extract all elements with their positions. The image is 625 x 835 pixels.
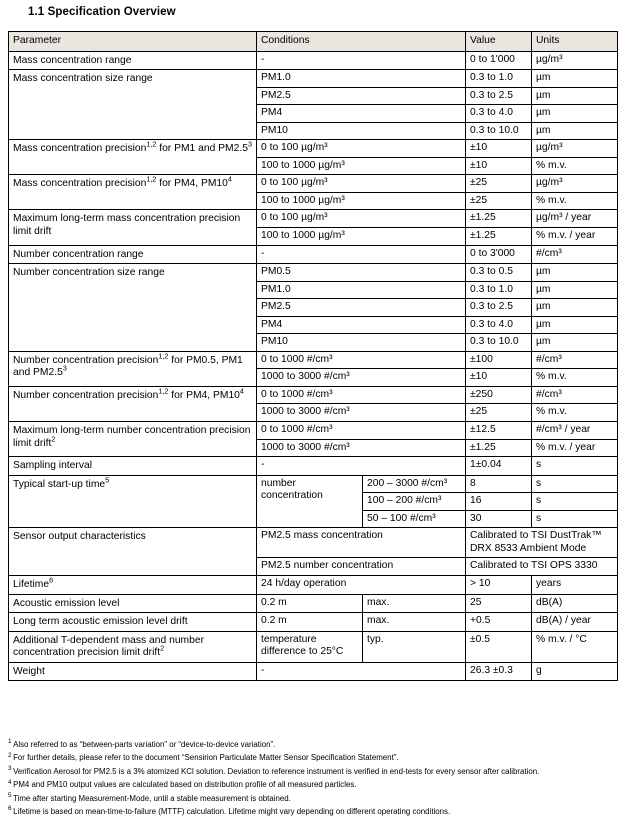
footnote-ref: 3 (247, 139, 252, 149)
cell-units: dB(A) (532, 594, 618, 613)
cell-conditions: 0 to 100 µg/m³ (257, 175, 466, 193)
cell-value: 0.3 to 2.5 (466, 299, 532, 317)
cell-conditions: 0 to 1000 #/cm³ (257, 422, 466, 440)
cell-parameter: Typical start-up time$^5$ (9, 475, 257, 528)
cell-condition-sub: max. (363, 594, 466, 613)
footnote-number: 4 (8, 778, 12, 786)
footnotes-list (8, 738, 617, 821)
table-row (9, 386, 618, 404)
cell-value: 0 to 1'000 (466, 51, 532, 70)
cell-conditions: 1000 to 3000 #/cm³ (257, 369, 466, 387)
cell-units: µm (532, 334, 618, 352)
table-row (9, 594, 618, 613)
cell-condition-sub: typ. (363, 631, 466, 662)
cell-value: 0.3 to 2.5 (466, 87, 532, 105)
cell-units: µm (532, 281, 618, 299)
footnote-ref: 2 (51, 434, 56, 444)
footnote-text: Time after starting Measurement-Mode, until a stable measurement is obtained. (13, 793, 291, 803)
cell-conditions: PM2.5 mass concentration (257, 528, 466, 558)
cell-units: µm (532, 316, 618, 334)
cell-units: #/cm³ (532, 351, 618, 369)
cell-parameter: Long term acoustic emission level drift (9, 613, 257, 632)
cell-units: µm (532, 122, 618, 140)
cell-units: µm (532, 264, 618, 282)
footnote-ref: 3 (62, 363, 67, 373)
cell-value: ±12.5 (466, 422, 532, 440)
cell-parameter: Mass concentration precision$^{1,2}$ for PM1 and $PM2.5^3$ (9, 140, 257, 175)
cell-parameter: Number concentration size range (9, 264, 257, 352)
cell-conditions: temperature difference to 25°C (257, 631, 363, 662)
column-header-conditions: Conditions (257, 32, 466, 52)
cell-conditions: - (257, 51, 466, 70)
cell-units: % m.v. / year (532, 439, 618, 457)
cell-value: 0.3 to 0.5 (466, 264, 532, 282)
table-row (9, 264, 618, 282)
footnote-ref: 5 (105, 475, 110, 485)
cell-conditions: - (257, 457, 466, 476)
cell-units: % m.v. (532, 157, 618, 175)
cell-conditions: PM1.0 (257, 281, 466, 299)
cell-conditions: 1000 to 3000 #/cm³ (257, 404, 466, 422)
footnote-ref: 1,2 (146, 174, 157, 184)
table-row (9, 175, 618, 193)
footnote-ref: 4 (239, 386, 244, 396)
cell-conditions: PM4 (257, 105, 466, 123)
cell-conditions: 0 to 100 µg/m³ (257, 140, 466, 158)
cell-condition-sub: max. (363, 613, 466, 632)
cell-conditions: 24 h/day operation (257, 575, 466, 594)
table-row (9, 575, 618, 594)
cell-parameter: Mass concentration precision$^{1,2}$ for PM4, $PM10^4$ (9, 175, 257, 210)
cell-value: 16 (466, 493, 532, 511)
cell-parameter: Weight (9, 662, 257, 681)
cell-conditions: PM1.0 (257, 70, 466, 88)
table-row (9, 613, 618, 632)
cell-value: 0.3 to 10.0 (466, 334, 532, 352)
cell-conditions: PM4 (257, 316, 466, 334)
column-header-value: Value (466, 32, 532, 52)
cell-conditions: number concentration (257, 475, 363, 528)
footnote-number: 5 (8, 791, 12, 799)
cell-value: ±100 (466, 351, 532, 369)
cell-value: 1±0.04 (466, 457, 532, 476)
footnote-item (8, 791, 617, 803)
column-header-units: Units (532, 32, 618, 52)
footnote-ref: 6 (49, 575, 54, 585)
cell-conditions: PM2.5 (257, 87, 466, 105)
cell-value: ±1.25 (466, 210, 532, 228)
cell-value: ±10 (466, 157, 532, 175)
cell-conditions: 0.2 m (257, 594, 363, 613)
table-row (9, 422, 618, 440)
cell-conditions: PM10 (257, 334, 466, 352)
cell-units: s (532, 510, 618, 528)
page-title: 1.1 Specification Overview (28, 6, 176, 18)
footnote-number: 2 (8, 751, 12, 759)
cell-units: µg/m³ (532, 175, 618, 193)
footnote-text: Also referred to as “between-parts variation” or “device-to-device variation”. (13, 740, 276, 749)
footnote-text: PM4 and PM10 output values are calculated based on distribution profile of all measured particles. (13, 780, 357, 790)
cell-value: 25 (466, 594, 532, 613)
cell-value: ±25 (466, 192, 532, 210)
table-row (9, 528, 618, 558)
cell-value: ±0.5 (466, 631, 532, 662)
cell-units: µm (532, 299, 618, 317)
table-row (9, 457, 618, 476)
cell-value: ±250 (466, 386, 532, 404)
cell-conditions: - (257, 662, 466, 681)
cell-units: % m.v. (532, 404, 618, 422)
specification-table (8, 31, 618, 681)
cell-value: 0 to 3'000 (466, 245, 532, 264)
table-header (9, 32, 618, 52)
table-row (9, 51, 618, 70)
table-row (9, 475, 618, 493)
table-row (9, 140, 618, 158)
cell-value: ±10 (466, 140, 532, 158)
footnote-ref: 1,2 (158, 386, 169, 396)
cell-units: µm (532, 105, 618, 123)
cell-units: s (532, 475, 618, 493)
table-row (9, 662, 618, 681)
cell-value: ±25 (466, 175, 532, 193)
cell-units: % m.v. / °C (532, 631, 618, 662)
cell-units: dB(A) / year (532, 613, 618, 632)
footnote-number: 6 (8, 805, 12, 813)
cell-conditions: 1000 to 3000 #/cm³ (257, 439, 466, 457)
cell-units: % m.v. (532, 369, 618, 387)
cell-parameter: Sampling interval (9, 457, 257, 476)
footnote-number: 1 (8, 738, 12, 746)
cell-parameter: Number concentration precision$^{1,2}$ for PM4, $PM10^4$ (9, 386, 257, 421)
cell-value: 8 (466, 475, 532, 493)
table-row (9, 70, 618, 88)
table-row (9, 245, 618, 264)
cell-conditions: 100 to 1000 µg/m³ (257, 228, 466, 246)
cell-units: % m.v. (532, 192, 618, 210)
cell-conditions: PM2.5 (257, 299, 466, 317)
footnote-item (8, 778, 617, 790)
footnote-text: Verification Aerosol for PM2.5 is a 3% atomized KCl solution. Deviation to reference instrument is verified in end-tests for every sensor after calibration. (13, 766, 540, 776)
footnote-item (8, 751, 617, 763)
footnote-item (8, 738, 617, 749)
cell-value: ±10 (466, 369, 532, 387)
column-header-parameter: Parameter (9, 32, 257, 52)
cell-parameter: Maximum long-term mass concentration precision limit drift (9, 210, 257, 245)
footnote-item (8, 765, 617, 776)
cell-parameter: Mass concentration size range (9, 70, 257, 140)
cell-parameter: Number concentration range (9, 245, 257, 264)
cell-conditions: 0 to 100 µg/m³ (257, 210, 466, 228)
cell-conditions: 0 to 1000 #/cm³ (257, 351, 466, 369)
cell-units: #/cm³ (532, 245, 618, 264)
cell-conditions: PM2.5 number concentration (257, 558, 466, 576)
cell-parameter: Additional T-dependent mass and number concentration precision limit drift$^2$ (9, 631, 257, 662)
cell-units: s (532, 493, 618, 511)
cell-value: 0.3 to 1.0 (466, 70, 532, 88)
cell-value: 0.3 to 4.0 (466, 105, 532, 123)
cell-condition-sub: 50 – 100 #/cm³ (363, 510, 466, 528)
footnote-number: 3 (8, 765, 12, 773)
footnote-ref: 1,2 (158, 351, 169, 361)
cell-parameter: Number concentration precision$^{1,2}$ for PM0.5, PM1 and $PM2.5^3$ (9, 351, 257, 386)
table-row (9, 631, 618, 662)
cell-value: 0.3 to 4.0 (466, 316, 532, 334)
cell-units: #/cm³ / year (532, 422, 618, 440)
cell-units: µg/m³ (532, 51, 618, 70)
cell-value: 30 (466, 510, 532, 528)
table-row (9, 351, 618, 369)
table-header-row (9, 32, 618, 52)
cell-value: > 10 (466, 575, 532, 594)
cell-value: 26.3 ±0.3 (466, 662, 532, 681)
footnote-text: For further details, please refer to the document “Sensirion Particulate Matter Sensor Specification Statement”. (13, 753, 399, 763)
cell-parameter: Lifetime$^6$ (9, 575, 257, 594)
cell-conditions: 100 to 1000 µg/m³ (257, 157, 466, 175)
cell-value: ±1.25 (466, 228, 532, 246)
table-row (9, 210, 618, 228)
cell-units: µg/m³ (532, 140, 618, 158)
cell-units: µg/m³ / year (532, 210, 618, 228)
footnote-item (8, 805, 617, 816)
cell-units: µm (532, 87, 618, 105)
cell-value: Calibrated to TSI OPS 3330 (466, 558, 618, 576)
cell-parameter: Sensor output characteristics (9, 528, 257, 576)
cell-value: 0.3 to 1.0 (466, 281, 532, 299)
cell-conditions: - (257, 245, 466, 264)
cell-parameter: Acoustic emission level (9, 594, 257, 613)
cell-value: Calibrated to TSI DustTrak™ DRX 8533 Ambient Mode (466, 528, 618, 558)
footnote-ref: 1,2 (146, 139, 157, 149)
cell-value: +0.5 (466, 613, 532, 632)
footnote-text: Lifetime is based on mean-time-to-failure (MTTF) calculation. Lifetime might vary depending on different operating conditions. (13, 806, 451, 816)
cell-conditions: 0.2 m (257, 613, 363, 632)
cell-units: % m.v. / year (532, 228, 618, 246)
cell-conditions: 100 to 1000 µg/m³ (257, 192, 466, 210)
cell-units: years (532, 575, 618, 594)
cell-conditions: PM10 (257, 122, 466, 140)
cell-value: ±25 (466, 404, 532, 422)
cell-conditions: 0 to 1000 #/cm³ (257, 386, 466, 404)
cell-units: µm (532, 70, 618, 88)
cell-parameter: Mass concentration range (9, 51, 257, 70)
footnote-ref: 4 (227, 174, 232, 184)
cell-conditions: PM0.5 (257, 264, 466, 282)
cell-parameter: Maximum long-term number concentration precision limit drift$^2$ (9, 422, 257, 457)
cell-value: 0.3 to 10.0 (466, 122, 532, 140)
footnote-ref: 2 (160, 643, 165, 653)
table-body (9, 51, 618, 681)
cell-condition-sub: 100 – 200 #/cm³ (363, 493, 466, 511)
cell-units: #/cm³ (532, 386, 618, 404)
cell-units: s (532, 457, 618, 476)
cell-condition-sub: 200 – 3000 #/cm³ (363, 475, 466, 493)
cell-units: g (532, 662, 618, 681)
cell-value: ±1.25 (466, 439, 532, 457)
